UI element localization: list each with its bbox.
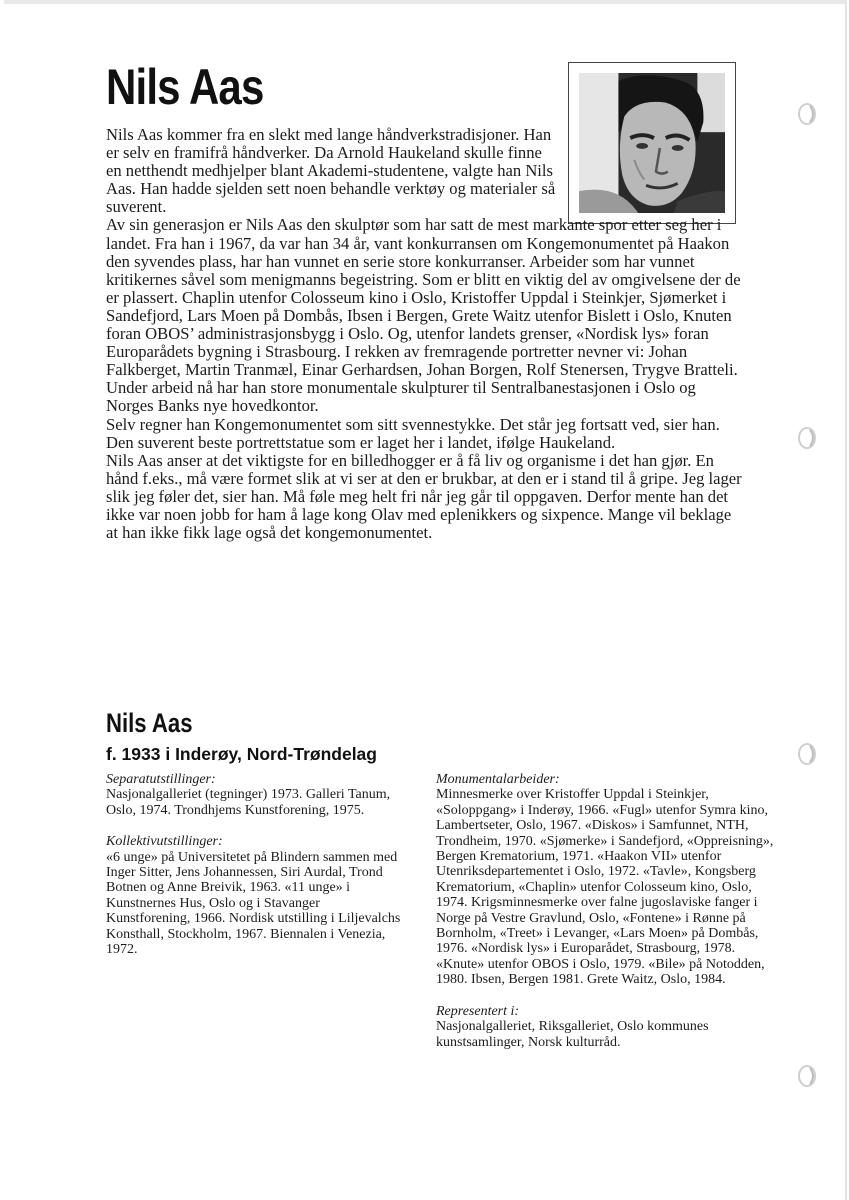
- bio-section-text: «6 unge» på Universitetet på Blindern sammen med Inger Sitter, Jens Johannessen, Siri Aurdal, Trond Botnen og Anne Breivik, 1963. «11 unge» i Kunstnernes Hus, Oslo og i Stavanger Kunstforening, 1966. Nordisk utstilling i Liljevalchs Konsthall, Stockholm, 1967. Biennalen i Venezia, 1972.: [106, 849, 401, 958]
- bio-section: [106, 834, 406, 957]
- punch-hole-icon: [796, 740, 818, 768]
- bio-born: f. 1933 i Inderøy, Nord-Trøndelag: [106, 744, 377, 764]
- article-paragraph: Under arbeid nå har han store monumentale skulpturer til Sentralbanestasjonen i Oslo og Norges Banks nye hovedkontor.: [106, 378, 696, 416]
- bio-section-heading: Representert i:: [436, 1003, 520, 1019]
- bio-section-text: Nasjonalgalleriet, Riksgalleriet, Oslo kommunes kunstsamlinger, Norsk kulturråd.: [436, 1019, 709, 1050]
- bio-left-column: [106, 772, 406, 973]
- article-paragraph: Nils Aas kommer fra en slekt med lange håndverkstradisjoner. Han er selv en framifrå håndverker. Da Arnold Haukeland skulle finne en netthendt medhjelper blant Akademi-studentene, valgte han Nils Aas. Han hadde sjelden sett noen behandle verktøy og materialer så suverent.: [106, 125, 556, 217]
- punch-hole-icon: [796, 100, 818, 128]
- page-title: Nils Aas: [106, 59, 264, 115]
- bio-section: [436, 772, 776, 988]
- page-edge-right: [845, 0, 847, 1200]
- bio-section-heading: Monumentalarbeider:: [436, 772, 560, 787]
- article-paragraph: Av sin generasjon er Nils Aas den skulptør som har satt de mest markante spor etter seg her i landet. Fra han i 1967, da var han 34 år, vant konkurransen om Kongemonumentet på Haakon den syvendes plass, har han vunnet en serie store konkurranser. Arbeider som har vunnet kritikernes såvel som menigmanns begeistring. Som er blitt en viktig del av omgivelsene der de er plassert. Chaplin utenfor Colosseum kino i Oslo, Kristoffer Uppdal i Steinkjer, Sjømerket i Sandefjord, Lars Moen på Dombås, Ibsen i Bergen, Grete Waitz utenfor Bislett i Oslo, Knuten foran OBOS’ administrasjonsbygg i Oslo. Og, utenfor landets grenser, «Nordisk lys» foran Europarådets bygning i Strasbourg. I rekken av fremragende portretter nevner vi: Johan Falkberget, Martin Tranmæl, Einar Gerhardsen, Johan Borgen, Rolf Stenersen, Trygve Bratteli.: [106, 215, 741, 380]
- page-edge-top: [4, 0, 845, 4]
- bio-section-text: Minnesmerke over Kristoffer Uppdal i Steinkjer, «Soloppgang» i Inderøy, 1966. «Fugl» utenfor Symra kino, Lambertseter, Oslo, 1967. «Diskos» i Samfunnet, NTH, Trondheim, 1970. «Sjømerke» i Sandefjord, «Oppreisning», Bergen Krematorium, 1971. «Haakon VII» utenfor Utenriksdepartementet i Oslo, 1972. «Tavle», Kongsberg Krematorium, «Chaplin» utenfor Colosseum kino, Oslo, 1974. Krigsminnesmerke over falne jugoslaviske fanger i Norge på Vestre Gravlund, Oslo, «Fontene» i Rønne på Bornholm, «Treet» i Levanger, «Lars Moen» på Dombås, 1976. «Nordisk lys» i Europarådet, Strasbourg, 1978. «Knute» utenfor OBOS i Oslo, 1979. «Bile» på Notodden, 1980. Ibsen, Bergen 1981. Grete Waitz, Oslo, 1984.: [436, 787, 774, 988]
- bio-section-text: Nasjonalgalleriet (tegninger) 1973. Galleri Tanum, Oslo, 1974. Trondhjems Kunstforening, 1975.: [106, 787, 391, 818]
- article-paragraph: Selv regner han Kongemonumentet som sitt svennestykke. Det står jeg fortsatt ved, sier han. Den suverent beste portrettstatue som er laget her i landet, ifølge Haukeland.: [106, 414, 720, 452]
- punch-hole-icon: [796, 1062, 818, 1090]
- bio-right-column: [436, 772, 776, 1066]
- bio-section-heading: Separatutstillinger:: [106, 772, 216, 787]
- article-paragraph: Nils Aas anser at det viktigste for en billedhogger er å få liv og organisme i det han gjør. En hånd f.eks., må være formet slik at vi ser at den er brukbar, at den er i stand til å gripe. Jeg lager slik jeg føler det, sier han. Må føle meg helt fri når jeg går til oppgaven. Derfor mente han det ikke var noen jobb for ham å lage kong Olav med eplenikkers og sixpence. Mange vil beklage at han ikke fikk lage også det kongemonumentet.: [106, 450, 742, 543]
- bio-name: Nils Aas: [106, 708, 193, 738]
- bio-section: [436, 1004, 776, 1050]
- bio-section: [106, 772, 406, 818]
- bio-section-heading: Kollektivutstillinger:: [106, 834, 223, 850]
- punch-hole-icon: [796, 424, 818, 452]
- article-body: [106, 126, 746, 542]
